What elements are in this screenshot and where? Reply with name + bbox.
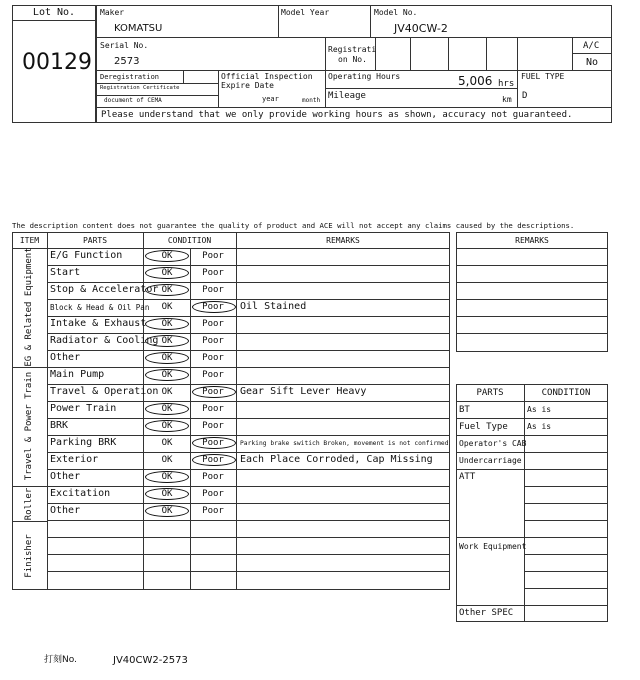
poor-option: Poor: [202, 472, 224, 482]
inspection-label-2: Expire Date: [221, 81, 274, 90]
part-name: Stop & Accelerator: [50, 284, 159, 295]
stamp-label: 打刻No.: [44, 655, 77, 665]
dereg-label: Deregistration: [100, 73, 160, 81]
col-condition: CONDITION: [167, 236, 212, 245]
ok-option: OK: [161, 319, 173, 329]
ok-circle-mark: [145, 352, 189, 364]
ok-option: OK: [161, 251, 173, 261]
col-parts: PARTS: [82, 236, 108, 245]
right-col-condition: CONDITION: [541, 388, 591, 398]
fuel-value: As is: [527, 422, 552, 431]
ok-circle-mark: [145, 471, 189, 483]
ok-option: OK: [161, 472, 173, 482]
group-label-travel: Travel & Power Train: [24, 371, 34, 481]
col-remarks: REMARKS: [326, 236, 360, 245]
model-no-label: Model No.: [374, 8, 418, 17]
ok-option: OK: [161, 404, 173, 414]
poor-option: Poor: [202, 336, 224, 346]
ok-circle-mark: [145, 335, 189, 347]
part-name: Other: [50, 471, 81, 482]
other-spec-label: Other SPEC: [459, 608, 514, 618]
ok-option: OK: [161, 506, 173, 516]
remark-text: Gear Sift Lever Heavy: [240, 386, 367, 397]
poor-circle-mark: [192, 301, 236, 313]
part-name: Block & Head & Oil Pan: [50, 303, 150, 312]
dereg-sub2: document of CEMA: [104, 97, 162, 104]
lot-label: Lot No.: [32, 7, 76, 18]
poor-option: Poor: [202, 251, 224, 261]
fuel-label: Fuel Type: [459, 422, 508, 432]
group-label-roller: Roller: [24, 487, 34, 521]
inspection-label-1: Official Inspection: [221, 72, 313, 81]
ok-option: OK: [161, 370, 173, 380]
ok-option: OK: [161, 268, 173, 278]
serial-label: Serial No.: [100, 41, 149, 50]
part-name: Other: [50, 352, 81, 363]
part-name: Other: [50, 505, 81, 516]
ok-circle-mark: [145, 284, 189, 296]
ok-circle-mark: [145, 369, 189, 381]
right-col-parts: PARTS: [476, 388, 504, 398]
poor-option: Poor: [202, 353, 224, 363]
part-name: Exterior: [50, 454, 99, 465]
operating-hours-label: Operating Hours: [328, 72, 401, 81]
poor-option: Poor: [202, 506, 224, 516]
year-label: year: [262, 95, 279, 103]
registration-label-1: Registrati: [328, 45, 377, 54]
ok-option: OK: [161, 438, 173, 448]
poor-option: Poor: [202, 489, 224, 499]
ac-value: No: [586, 57, 599, 68]
hrs-label: hrs: [498, 79, 515, 89]
poor-option: Poor: [202, 302, 224, 312]
bt-value: As is: [527, 405, 552, 414]
poor-option: Poor: [202, 319, 224, 329]
ac-label: A/C: [583, 41, 600, 51]
month-label: month: [302, 97, 321, 104]
poor-option: Poor: [202, 268, 224, 278]
ok-circle-mark: [145, 488, 189, 500]
poor-option: Poor: [202, 455, 224, 465]
remark-text: Each Place Corroded, Cap Missing: [240, 454, 433, 465]
ok-option: OK: [161, 387, 173, 397]
dereg-sub1: Registration Certificate: [100, 85, 180, 91]
work-equipment-label: Work Equipment: [459, 542, 527, 551]
undercarriage-label: Undercarriage: [459, 456, 522, 465]
part-name: Excitation: [50, 488, 111, 499]
att-label: ATT: [459, 472, 476, 482]
poor-option: Poor: [202, 438, 224, 448]
ok-circle-mark: [145, 505, 189, 517]
group-label-eg: EG & Related Equipment: [24, 247, 34, 367]
col-item: ITEM: [19, 236, 40, 245]
operating-hours-value: 5,006: [458, 74, 493, 88]
remark-text: Oil Stained: [240, 301, 307, 312]
poor-option: Poor: [202, 387, 224, 397]
ok-circle-mark: [145, 403, 189, 415]
ok-option: OK: [161, 336, 173, 346]
accuracy-note: Please understand that we only provide working hours as shown, accuracy not guaranteed.: [101, 110, 573, 120]
ok-circle-mark: [145, 318, 189, 330]
part-name: Radiator & Cooling: [50, 335, 159, 346]
cab-label: Operator's CAB: [459, 439, 527, 448]
part-name: Travel & Operation: [50, 386, 159, 397]
stamp-value: JV40CW2-2573: [113, 655, 188, 666]
fuel-type-label: FUEL TYPE: [521, 72, 565, 81]
ok-option: OK: [161, 455, 173, 465]
km-label: km: [502, 95, 512, 104]
part-name: Start: [50, 267, 81, 278]
bt-label: BT: [459, 405, 470, 415]
remark-text: Parking brake switich Broken, movement is not confirmed: [240, 440, 449, 447]
poor-option: Poor: [202, 421, 224, 431]
part-name: Power Train: [50, 403, 117, 414]
poor-circle-mark: [192, 437, 236, 449]
ok-option: OK: [161, 489, 173, 499]
ok-option: OK: [161, 302, 173, 312]
poor-circle-mark: [192, 454, 236, 466]
maker-value: KOMATSU: [114, 23, 163, 34]
model-no-value: JV40CW-2: [394, 22, 448, 35]
ok-circle-mark: [145, 267, 189, 279]
poor-circle-mark: [192, 386, 236, 398]
right-col-remarks: REMARKS: [515, 236, 549, 245]
model-year-label: Model Year: [281, 8, 330, 17]
poor-option: Poor: [202, 404, 224, 414]
registration-label-2: on No.: [338, 55, 367, 64]
lot-number: 00129: [22, 50, 92, 75]
part-name: BRK: [50, 420, 69, 431]
serial-value: 2573: [114, 56, 140, 67]
ok-option: OK: [161, 421, 173, 431]
ok-circle-mark: [145, 250, 189, 262]
part-name: Intake & Exhaust: [50, 318, 147, 329]
ok-option: OK: [161, 285, 173, 295]
part-name: E/G Function: [50, 250, 123, 261]
maker-label: Maker: [100, 8, 125, 17]
ok-option: OK: [161, 353, 173, 363]
group-label-finisher: Finisher: [24, 534, 34, 578]
mileage-label: Mileage: [328, 91, 366, 101]
poor-option: Poor: [202, 285, 224, 295]
part-name: Parking BRK: [50, 437, 117, 448]
disclaimer: The description content does not guarantee the quality of product and ACE will not accept any claims caused by the descriptions.: [12, 221, 575, 230]
ok-circle-mark: [145, 420, 189, 432]
poor-option: Poor: [202, 370, 224, 380]
part-name: Main Pump: [50, 369, 105, 380]
fuel-type-value: D: [522, 91, 528, 101]
